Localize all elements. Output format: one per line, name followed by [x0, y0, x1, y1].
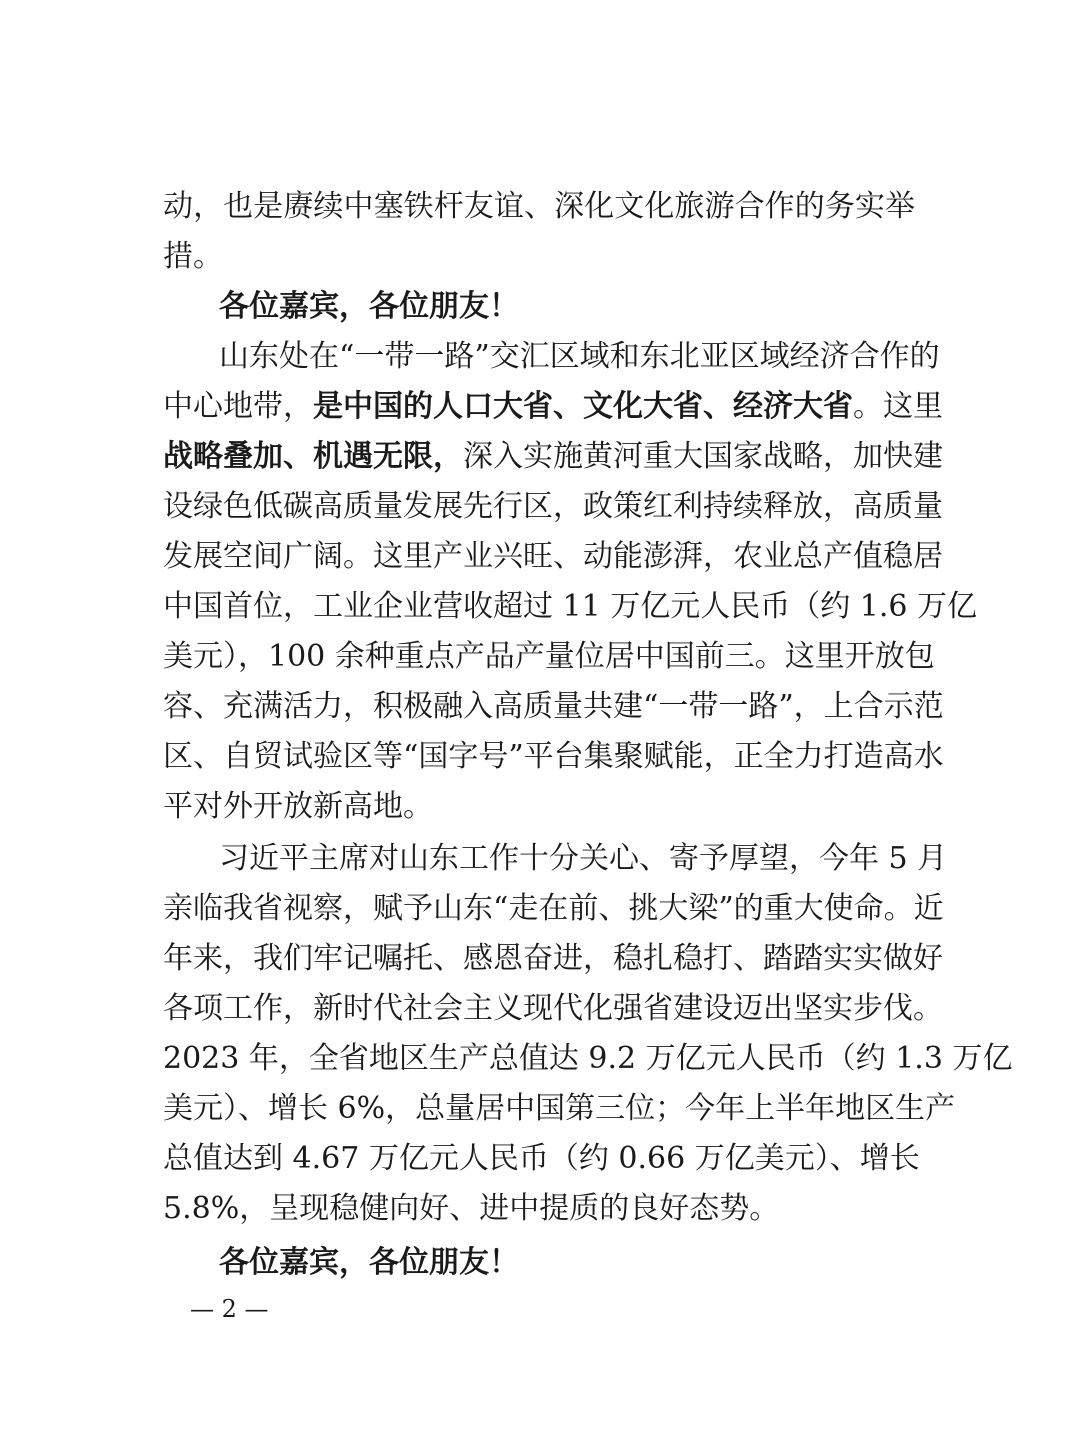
- text-segment: 美元），100 余种重点产品产量位居中国前三。这里开放包: [163, 639, 935, 674]
- text-line: 习近平主席对山东工作十分关心、寄予厚望，今年 5 月: [219, 841, 948, 876]
- text-line: [163, 632, 935, 682]
- text-segment: 区、自贸试验区等“国字号”平台集聚赋能，正全力打造高水: [163, 739, 944, 774]
- text-line: [163, 732, 944, 782]
- text-line: 动，也是赓续中塞铁杆友谊、深化文化旅游合作的务实举: [163, 189, 915, 224]
- text-line: [163, 532, 943, 582]
- greeting-heading: 各位嘉宾，各位朋友！: [219, 289, 519, 324]
- text-line: 2023 年，全省地区生产总值达 9.2 万亿元人民币（约 1.3 万亿: [163, 1041, 1013, 1076]
- text-line: [163, 782, 915, 832]
- bold-text-segment: 战略叠加、机遇无限，: [163, 439, 463, 474]
- text-segment: 中国首位，工业企业营收超过 11 万亿元人民币（约 1.6 万亿: [163, 589, 978, 624]
- text-line: 各项工作，新时代社会主义现代化强省建设迈出坚实步伐。: [163, 991, 943, 1026]
- text-segment: 设绿色低碳高质量发展先行区，政策红利持续释放，高质量: [163, 489, 943, 524]
- text-line: 措。: [163, 239, 223, 274]
- text-line: [163, 432, 943, 482]
- text-segment: 。这里: [853, 389, 943, 424]
- text-segment: 发展空间广阔。这里产业兴旺、动能澎湃，农业总产值稳居: [163, 539, 943, 574]
- text-line: [219, 332, 940, 382]
- text-line: [163, 382, 943, 432]
- text-line: [163, 682, 944, 732]
- text-line: 总值达到 4.67 万亿元人民币（约 0.66 万亿美元）、增长: [163, 1141, 920, 1176]
- text-line: [163, 482, 943, 532]
- text-line: [163, 582, 978, 632]
- page-number: — 2 —: [190, 1295, 269, 1323]
- text-line: 5.8%，呈现稳健向好、进中提质的良好态势。: [163, 1191, 780, 1226]
- text-line: 年来，我们牢记嘱托、感恩奋进，稳扎稳打、踏踏实实做好: [163, 941, 943, 976]
- text-line: 亲临我省视察，赋予山东“走在前、挑大梁”的重大使命。近: [163, 891, 944, 926]
- text-segment: 中心地带，: [163, 389, 313, 424]
- text-line: 美元）、增长 6%，总量居中国第三位；今年上半年地区生产: [163, 1091, 956, 1126]
- text-segment: 平对外开放新高地。: [163, 789, 433, 824]
- text-segment: 深入实施黄河重大国家战略，加快建: [463, 439, 943, 474]
- bold-text-segment: 是中国的人口大省、文化大省、经济大省: [313, 389, 853, 424]
- text-segment: 山东处在“一带一路”交汇区域和东北亚区域经济合作的: [219, 339, 940, 374]
- text-segment: 容、充满活力，积极融入高质量共建“一带一路”，上合示范: [163, 689, 944, 724]
- greeting-heading: 各位嘉宾，各位朋友！: [219, 1245, 519, 1280]
